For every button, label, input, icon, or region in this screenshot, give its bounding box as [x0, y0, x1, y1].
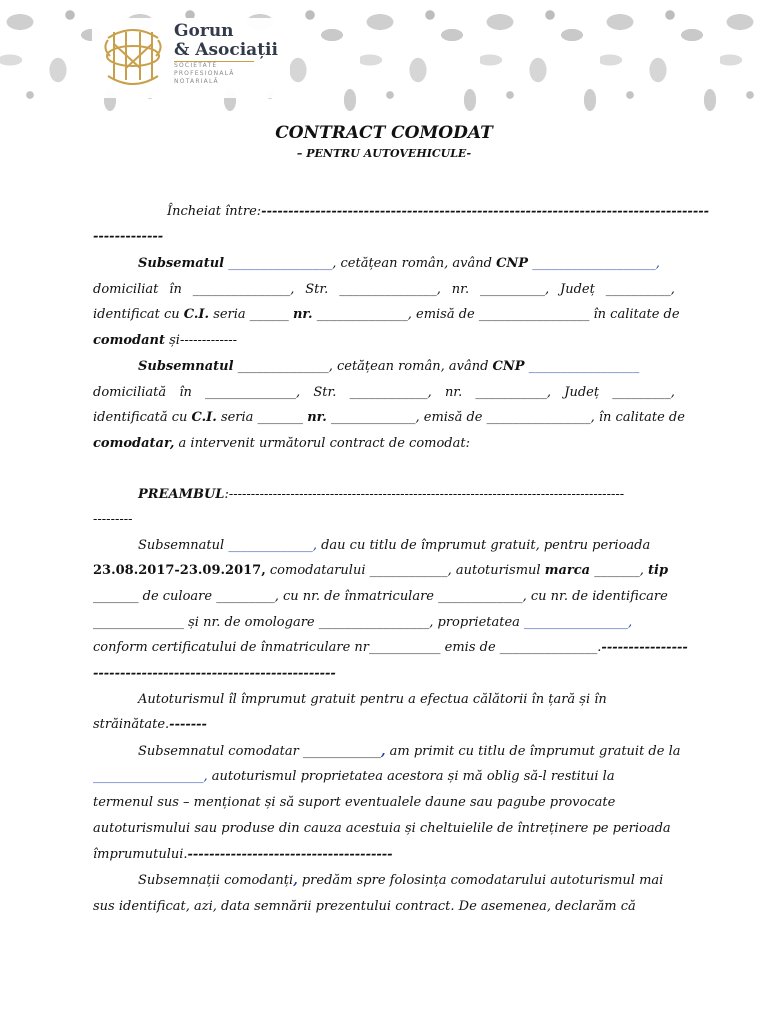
logo-wordmark: Gorun & Asociații: [174, 21, 278, 60]
document-subtitle: – PENTRU AUTOVEHICULE-: [296, 147, 472, 160]
comodatar-role-line: comodatar, a intervenit următorul contract de comodat:: [93, 436, 470, 451]
travel-abroad-line: străinătate.-------: [93, 717, 207, 732]
travel-purpose-line: Autoturismul îl împrumut gratuit pentru a efectua călătorii în țară și în: [138, 692, 607, 707]
preamble-heading: PREAMBUL:------------------------------------------------------------------------------------------: [138, 487, 625, 502]
comodatar-acceptance-line: Subsemnatul comodatar ____________, am primit cu titlu de împrumut gratuit de la: [138, 744, 681, 759]
comodant-id-line: identificat cu C.I. seria ______ nr. ______________, emisă de _________________ în calitate de: [93, 307, 680, 322]
logo-tagline: SOCIETATE PROFESIONALĂ NOTARIALĂ: [174, 62, 235, 85]
maintenance-costs-line: autoturismului sau produse din cauza acestuia și cheltuielile de întreținere pe perioada: [93, 821, 671, 836]
loan-period-line: 23.08.2017-23.09.2017, comodatarului ____________, autoturismul marca _______, tip: [93, 563, 669, 578]
comodatar-name-line: Subsemnatul ______________, cetățean român, având CNP _________________: [138, 359, 640, 374]
comodatar-address-line: domiciliată în ______________, Str. ____________, nr. ___________, Județ _________,: [93, 385, 675, 400]
loan-period-end-line: împrumutului.--------------------------------------: [93, 847, 393, 862]
comodatar-obligation-line: _________________, autoturismul proprietatea acestora și mă oblig să-l restitui la: [93, 769, 615, 784]
registration-dashes: ---------------------------------------------: [93, 666, 336, 681]
vehicle-owner-line: ______________ și nr. de omologare _________________, proprietatea ________________,: [93, 615, 633, 630]
preamble-dashes: ---------: [93, 512, 133, 527]
document-title: CONTRACT COMODAT: [275, 123, 493, 143]
comodant-name-line: Subsematul ________________, cetățean român, având CNP ___________________,: [138, 256, 660, 271]
comodant-role-line: comodant și-------------: [93, 333, 238, 348]
obligation-terms-line: termenul sus – menționat și să suport eventualele daune sau pagube provocate: [93, 795, 616, 810]
comodant-address-line: domiciliat în _______________, Str. _______________, nr. __________, Județ __________,: [93, 282, 675, 297]
vehicle-details-line: _______ de culoare _________, cu nr. de înmatriculare _____________, cu nr. de identificare: [93, 589, 668, 604]
handover-line: Subsemnații comodanți, predăm spre folosința comodatarului autoturismul mai: [138, 873, 664, 888]
registration-certificate-line: conform certificatului de înmatriculare nr___________ emis de _______________.----------------: [93, 640, 688, 655]
parties-intro-dashes: -------------: [93, 229, 164, 244]
notary-monogram-logo: [100, 24, 166, 90]
comodatar-id-line: identificată cu C.I. seria _______ nr. _____________, emisă de ________________, în calitate de: [93, 410, 685, 425]
loan-grant-line: Subsemnatul _____________, dau cu titlu de împrumut gratuit, pentru perioada: [138, 538, 651, 553]
parties-intro-line: Încheiat între:-----------------------------------------------------------------------------------: [167, 204, 709, 219]
handover-date-line: sus identificat, azi, data semnării prezentului contract. De asemenea, declarăm că: [93, 899, 636, 914]
